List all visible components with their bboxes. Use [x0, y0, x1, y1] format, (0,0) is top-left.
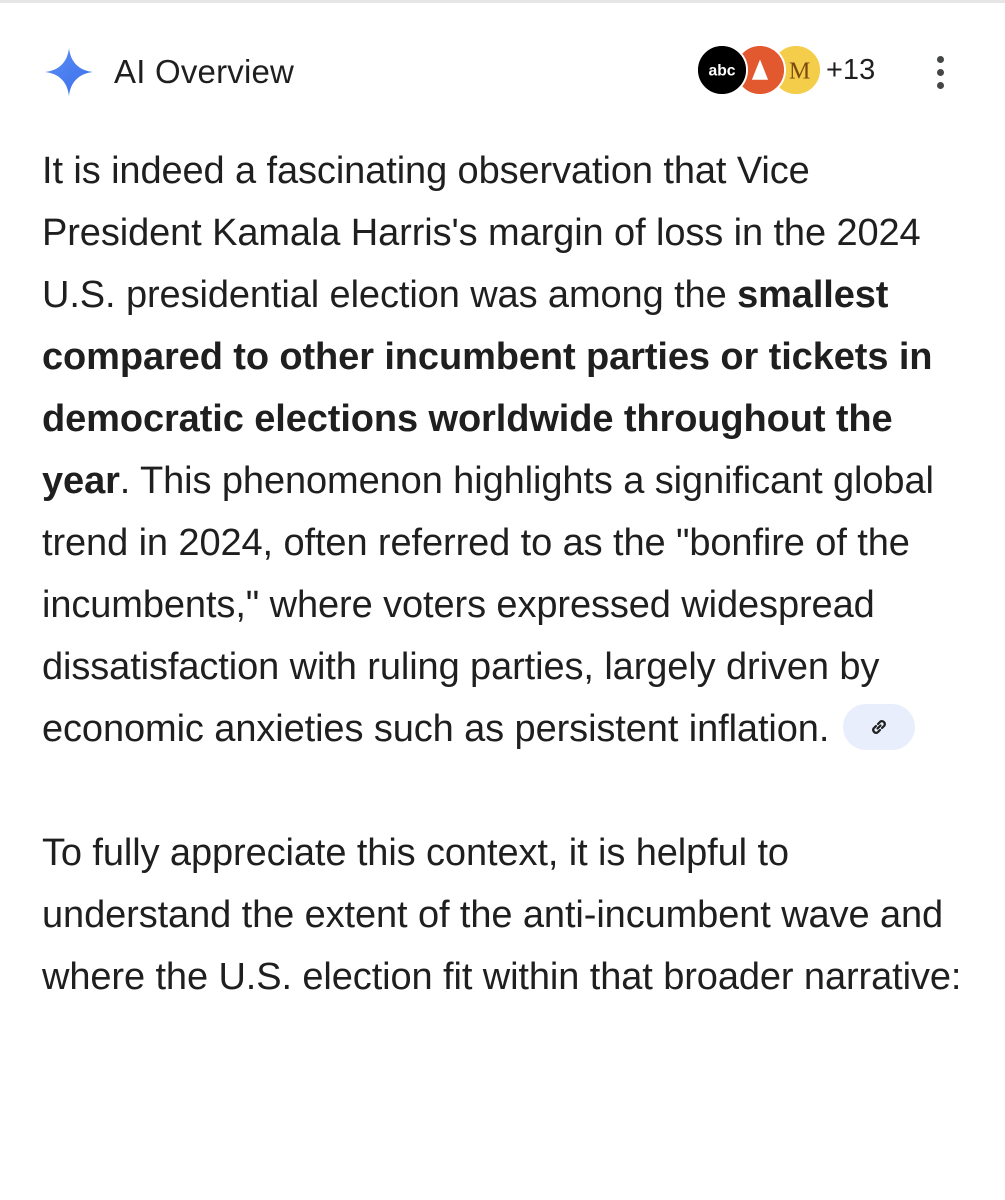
overview-paragraph-1: It is indeed a fascinating observation that Vice President Kamala Harris's margin of loss in the 2024 U.S. presidential election was among the smallest compared to other incumbent parties or tickets in democratic elections worldwide throughout the year. This phenomenon highlights a significant global trend in 2024, often referred to as the "bonfire of the incumbents," where voters expressed widespread dissatisfaction with ruling parties, largely driven by economic anxieties such as persistent inflation. — [42, 150, 934, 750]
more-vert-icon[interactable] — [925, 56, 955, 96]
bold-highlight: smallest compared to other incumbent parties or tickets in democratic elections worldwide throughout the year — [42, 274, 933, 502]
abc-news-logo[interactable] — [696, 44, 748, 96]
svg-text:M: M — [789, 58, 811, 85]
source-link-chip[interactable] — [843, 704, 915, 750]
ai-overview-title: AI Overview — [114, 53, 295, 90]
gemini-sparkle-icon — [43, 46, 95, 98]
link-icon — [867, 715, 891, 739]
more-sources-count[interactable]: +13 — [826, 54, 876, 86]
svg-text:abc: abc — [708, 62, 736, 80]
source-avatars[interactable] — [696, 44, 896, 98]
overview-paragraph-2: To fully appreciate this context, it is helpful to understand the extent of the anti-incumbent wave and where the U.S. election fit within that broader narrative: — [42, 832, 962, 998]
overview-content — [42, 140, 972, 1008]
ai-overview-header — [0, 0, 1005, 140]
